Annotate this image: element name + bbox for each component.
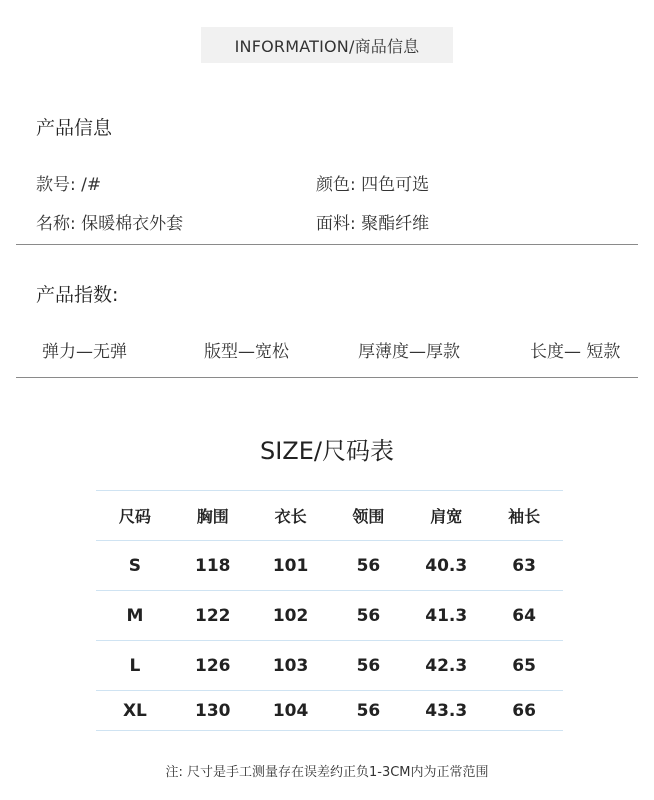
- table-row: [96, 641, 563, 691]
- table-cell: 56: [356, 700, 381, 721]
- size-table: [96, 490, 563, 731]
- product-index-heading: 产品指数:: [36, 284, 119, 306]
- table-cell: 56: [356, 555, 381, 576]
- table-cell: 41.3: [425, 605, 468, 626]
- table-cell: 104: [272, 700, 309, 721]
- table-cell: 65: [512, 655, 536, 676]
- fabric: 面料: 聚酯纤维: [316, 214, 430, 234]
- table-cell: 42.3: [425, 655, 468, 676]
- index-thickness: 厚薄度—厚款: [358, 342, 460, 362]
- table-row: [96, 591, 563, 641]
- index-elasticity: 弹力—无弹: [42, 342, 127, 362]
- table-header-row: [96, 491, 563, 541]
- table-cell: 126: [194, 655, 231, 676]
- information-banner: [201, 27, 453, 63]
- index-length: 长度— 短款: [530, 342, 621, 362]
- header-length: 衣长: [274, 507, 307, 526]
- divider: [16, 244, 638, 245]
- table-cell: 103: [272, 655, 309, 676]
- table-cell: 122: [194, 605, 231, 626]
- table-cell: 64: [512, 605, 536, 626]
- header-collar: 领围: [352, 507, 385, 526]
- index-fit: 版型—宽松: [204, 342, 289, 362]
- table-cell: 40.3: [425, 555, 468, 576]
- color-options: 颜色: 四色可选: [316, 175, 430, 195]
- table-cell: 56: [356, 605, 381, 626]
- table-cell: 118: [194, 555, 231, 576]
- table-cell: 66: [512, 700, 536, 721]
- product-info-heading: 产品信息: [36, 117, 113, 139]
- table-cell: 63: [512, 555, 536, 576]
- product-name: 名称: 保暖棉衣外套: [36, 214, 184, 234]
- table-cell: 56: [356, 655, 381, 676]
- table-row: [96, 541, 563, 591]
- header-sleeve: 袖长: [508, 507, 541, 526]
- table-cell: L: [129, 655, 141, 676]
- measurement-footnote: 注: 尺寸是手工测量存在误差约正负1-3CM内为正常范围: [165, 765, 489, 780]
- divider: [16, 377, 638, 378]
- style-number: 款号: /#: [36, 175, 102, 195]
- header-shoulder: 肩宽: [430, 507, 463, 526]
- header-size: 尺码: [118, 507, 151, 526]
- table-cell: 102: [272, 605, 309, 626]
- table-cell: 130: [194, 700, 231, 721]
- table-cell: M: [126, 605, 144, 626]
- table-row: [96, 691, 563, 731]
- size-chart-title: SIZE/尺码表: [259, 437, 394, 465]
- table-cell: XL: [122, 700, 147, 721]
- table-cell: 101: [272, 555, 309, 576]
- table-cell: 43.3: [425, 700, 468, 721]
- table-cell: S: [128, 555, 142, 576]
- header-chest: 胸围: [196, 507, 229, 526]
- banner-title: INFORMATION/商品信息: [234, 36, 420, 56]
